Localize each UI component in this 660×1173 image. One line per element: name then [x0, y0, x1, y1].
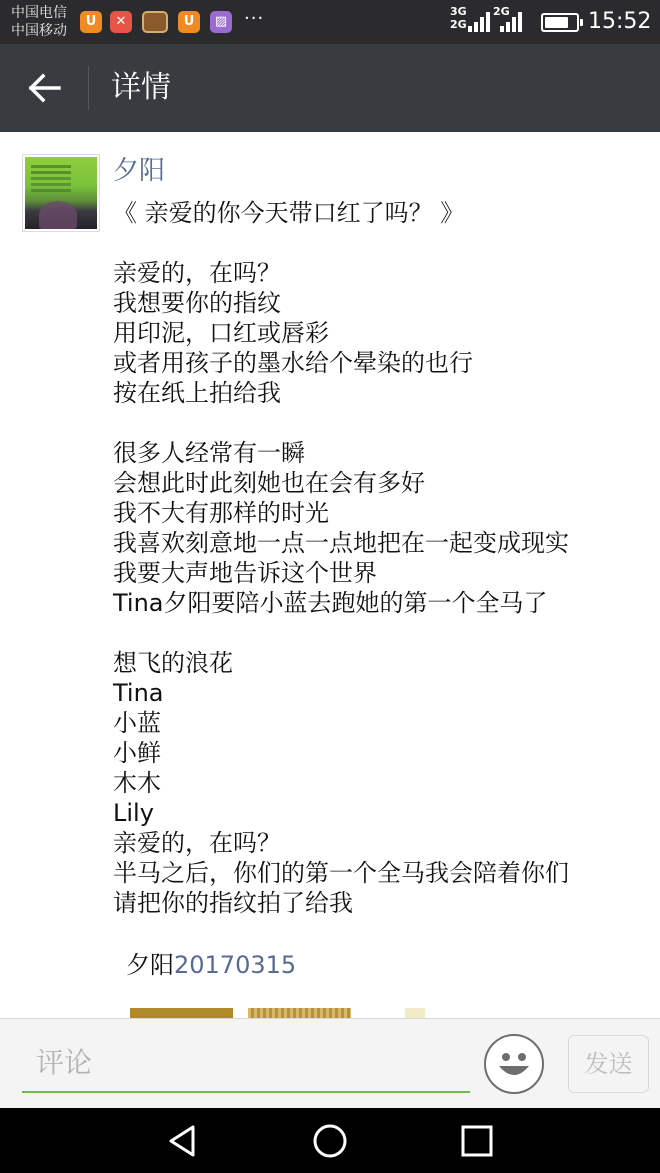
post-text-line: 木木 [113, 769, 161, 797]
carrier-info [11, 4, 67, 40]
post-content [113, 198, 633, 918]
post-text-line: 请把你的指纹拍了给我 [113, 889, 353, 917]
emoji-button[interactable] [484, 1034, 544, 1094]
status-bar [0, 0, 660, 44]
post-text-line: 我喜欢刻意地一点一点地把在一起变成现实 [113, 529, 569, 557]
smiley-face-icon [486, 1036, 542, 1092]
battery-icon [541, 13, 579, 32]
post-text-line: 小鲜 [113, 739, 161, 767]
carrier-1: 中国电信 [11, 5, 67, 21]
back-button[interactable] [14, 62, 74, 114]
arrow-left-icon [28, 72, 62, 104]
status-time: 15:52 [588, 9, 652, 34]
post-text-line: 我要大声地告诉这个世界 [113, 559, 377, 587]
post-text-line: 用印泥，口红或唇彩 [113, 319, 329, 347]
signature-date-link[interactable]: 20170315 [174, 951, 297, 979]
system-back-button[interactable] [159, 1120, 209, 1162]
square-recents-icon [452, 1120, 502, 1162]
post-text-line: 会想此时此刻她也在会有多好 [113, 469, 425, 497]
author-name-link[interactable]: 夕阳 [113, 156, 166, 186]
uc-browser-notification-icon-2: U [178, 11, 200, 33]
system-home-button[interactable] [305, 1120, 355, 1162]
post-text-line: 小蓝 [113, 709, 161, 737]
author-avatar[interactable] [22, 154, 100, 232]
post-blank-line [113, 408, 633, 438]
page-title: 详情 [111, 70, 171, 105]
post-text-line: 按在纸上拍给我 [113, 379, 281, 407]
avatar-image [25, 157, 97, 229]
app-notification-icon: ✕ [110, 11, 132, 33]
comment-input[interactable] [22, 1033, 470, 1093]
send-button[interactable]: 发送 [568, 1035, 649, 1093]
signal-strength-icon-1 [468, 10, 492, 32]
post-text-line: 我不大有那样的时光 [113, 499, 329, 527]
gallery-notification-icon: ▨ [210, 11, 232, 33]
triangle-back-icon [159, 1120, 209, 1162]
post-text-line: 《 亲爱的你今天带口红了吗？ 》 [113, 199, 465, 227]
post-blank-line [113, 228, 633, 258]
post-text-line: Tina [113, 679, 164, 707]
network-label-1: 3G [450, 5, 467, 18]
post-text-line: 想飞的浪花 [113, 649, 233, 677]
post-text-line: 我想要你的指纹 [113, 289, 281, 317]
post-text-line: Tina夕阳要陪小蓝去跑她的第一个全马了 [113, 589, 548, 617]
carrier-2: 中国移动 [11, 23, 67, 39]
signal-strength-icon-2 [500, 10, 524, 32]
post-text-line: 很多人经常有一瞬 [113, 439, 305, 467]
more-notifications-icon: ··· [244, 8, 265, 29]
post-signature [126, 950, 296, 980]
comment-bar [0, 1018, 660, 1108]
uc-browser-notification-icon: U [80, 11, 102, 33]
post-blank-line [113, 618, 633, 648]
system-recents-button[interactable] [452, 1120, 502, 1162]
post-text-line: 亲爱的，在吗？ [113, 259, 281, 287]
post-text-line: 或者用孩子的墨水给个晕染的也行 [113, 349, 473, 377]
network-label-2: 2G [450, 18, 467, 31]
network-label-3: 2G [493, 5, 510, 18]
signature-name: 夕阳 [126, 951, 174, 979]
photo-notification-icon [142, 11, 168, 33]
post-text-line: Lily [113, 799, 154, 827]
app-header [0, 44, 660, 132]
battery-level-fill [545, 17, 568, 28]
system-nav-bar [0, 1108, 660, 1173]
circle-home-icon [305, 1120, 355, 1162]
post-text-line: 亲爱的，在吗？ [113, 829, 281, 857]
post-text-line: 半马之后，你们的第一个全马我会陪着你们 [113, 859, 569, 887]
header-divider [88, 66, 89, 110]
network-type-labels [450, 5, 467, 31]
